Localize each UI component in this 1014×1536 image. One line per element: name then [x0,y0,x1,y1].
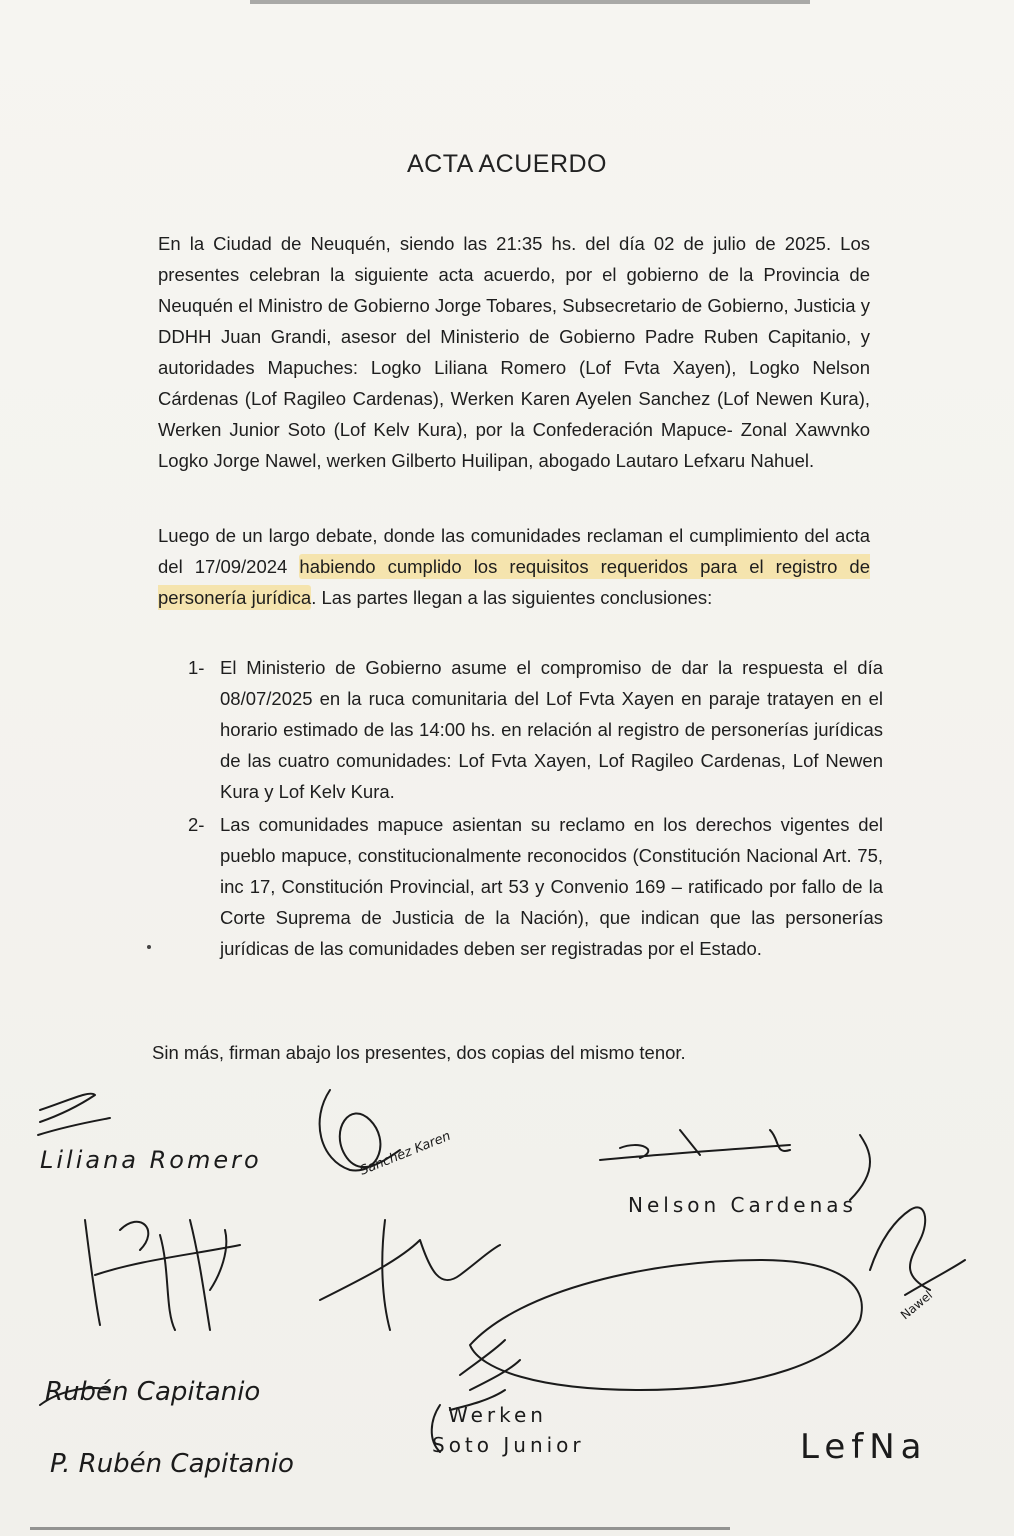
item-text: Las comunidades mapuce asientan su reclamo en los derechos vigentes del pueblo mapuce, constitucionalmente reconocidos (Constitución Nacional Art. 75, inc 17, Constitución Provincial, art 53 y Convenio 169 – ratificado por fallo de la Corte Suprema de Justicia de la Nación), que indican que las personerías jurídicas de las comunidades deben ser registradas por el Estado. [220,814,883,959]
item-text: El Ministerio de Gobierno asume el compromiso de dar la respuesta el día 08/07/2025 en la ruca comunitaria del Lof Fvta Xayen en paraje tratayen en el horario estimado de las 14:00 hs. en relación al registro de personerías jurídicas de las cuatro comunidades: Lof Fvta Xayen, Lof Ragileo Cardenas, Lof Newen Kura y Lof Kelv Kura. [220,657,883,802]
debate-paragraph [158,520,870,613]
signatures-area [0,1060,1014,1530]
closing-sentence: Sin más, firman abajo los presentes, dos copias del mismo tenor. [152,1042,686,1063]
signature-name: Soto Junior [432,1433,585,1457]
signature-scribble [870,1207,965,1295]
opening-paragraph: En la Ciudad de Neuquén, siendo las 21:35 hs. del día 02 de julio de 2025. Los presentes celebran la siguiente acta acuerdo, por el gobierno de la Provincia de Neuquén el Ministro de Gobierno Jorge Tobares, Subsecretario de Gobierno, Justicia y DDHH Juan Grandi, asesor del Ministerio de Gobierno Padre Ruben Capitanio, y autoridades Mapuches: Logko Liliana Romero (Lof Fvta Xayen), Logko Nelson Cárdenas (Lof Ragileo Cardenas), Werken Karen Ayelen Sanchez (Lof Newen Kura), Werken Junior Soto (Lof Kelv Kura), por la Confederación Mapuce- Zonal Xawvnko Logko Jorge Nawel, werken Gilberto Huilipan, abogado Lautaro Lefxaru Nahuel. [158,233,870,471]
top-edge-line [250,0,810,4]
item-number: 1- [188,657,205,678]
signature-name: Rubén Capitanio [45,1377,261,1407]
signature-name: Liliana Romero [40,1146,262,1174]
signature-scribble [600,1130,870,1200]
signature-scribble [470,1260,862,1390]
signature-name: Sanchez Karen [357,1128,453,1179]
highlighted-text: habiendo cumplido los requisitos requeridos para el registro de personería jurídica [158,556,870,608]
signature-scribble [38,1094,110,1135]
bottom-edge-line [30,1527,730,1530]
signature-name: Nelson Cardenas [628,1193,857,1217]
signature-scribble [85,1220,240,1330]
signature-name: Werken [448,1403,547,1427]
signature-name: LefNa [800,1427,928,1467]
conclusions-list [158,652,883,966]
list-item [158,652,883,807]
margin-dot [147,945,151,949]
signature-scribble [450,1340,520,1410]
signature-name: P. Rubén Capitanio [50,1449,294,1479]
list-item [158,809,883,964]
item-number: 2- [188,814,205,835]
signature-scribble [320,1220,500,1330]
debate-text-start: Luego de un largo debate, donde las comunidades reclaman el cumplimiento del acta del 17/09/2024 [158,525,870,577]
document-title: ACTA ACUERDO [406,150,608,178]
debate-text-end: . Las partes llegan a las siguientes conclusiones: [311,587,713,608]
signature-name: Nawel [897,1287,936,1323]
